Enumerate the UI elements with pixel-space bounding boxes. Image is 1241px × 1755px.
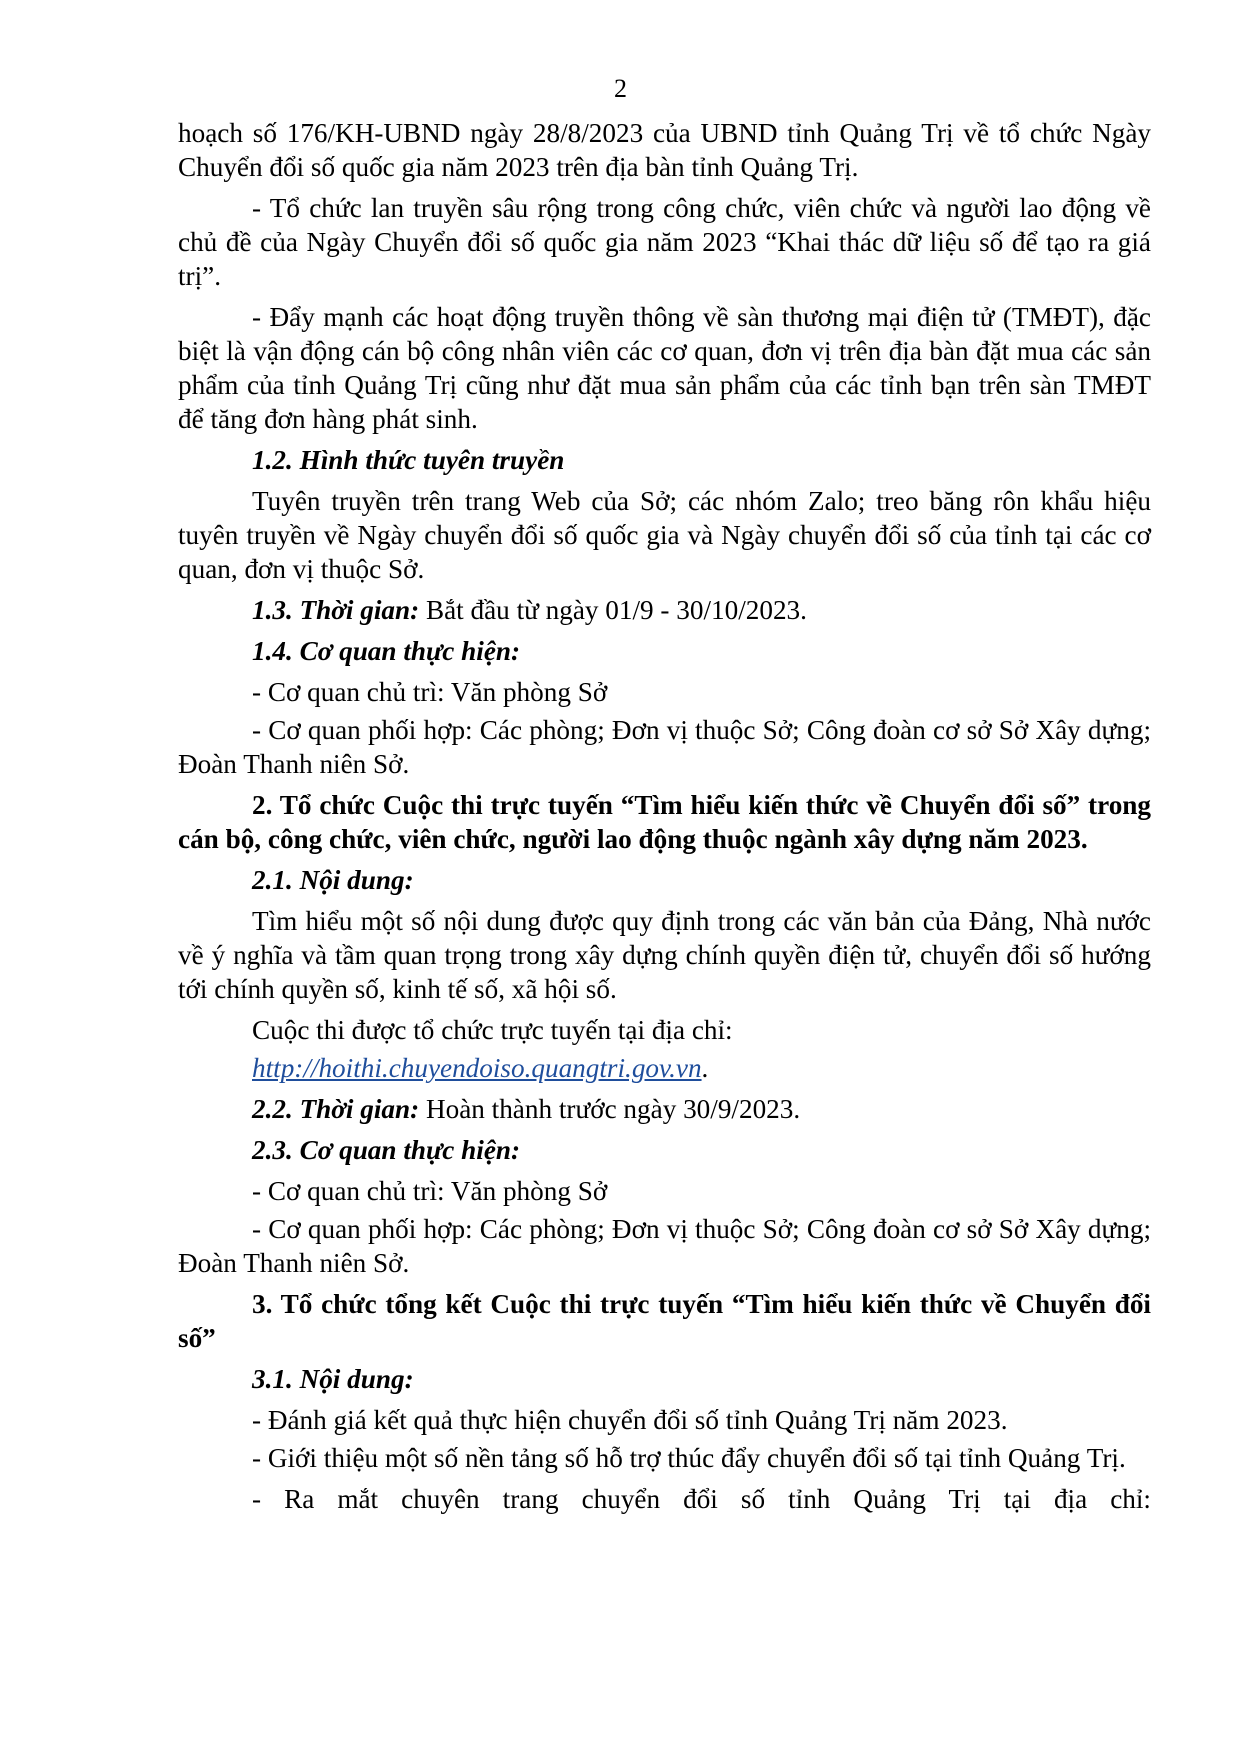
paragraph-3-1-evaluate: - Đánh giá kết quả thực hiện chuyển đổi số tỉnh Quảng Trị năm 2023. [252, 1405, 1008, 1435]
paragraph-3-1-launch: - Ra mắt chuyên trang chuyển đổi số tỉnh Quảng Trị tại địa chỉ: [252, 1484, 1151, 1514]
value-1-3: Bắt đầu từ ngày 01/9 - 30/10/2023. [419, 595, 807, 625]
label-1-3: 1.3. Thời gian: [252, 595, 420, 625]
paragraph-2-1-content: Tìm hiểu một số nội dung được quy định trong các văn bản của Đảng, Nhà nước về ý nghĩa và tầm quan trọng trong xây dựng chính quyền điện tử, chuyển đổi số hướng tới chính quyền số, kinh tế số, xã hội số. [178, 906, 1151, 1004]
paragraph-contest-link [178, 1051, 1151, 1085]
paragraph-1-4-lead: - Cơ quan chủ trì: Văn phòng Sở [252, 677, 608, 707]
paragraph-1-3-time [178, 593, 1151, 627]
paragraph-1-4-coordinate: - Cơ quan phối hợp: Các phòng; Đơn vị thuộc Sở; Công đoàn cơ sở Sở Xây dựng; Đoàn Thanh niên Sở. [178, 715, 1151, 779]
heading-1-2: 1.2. Hình thức tuyên truyền [252, 445, 565, 475]
paragraph-3-1-platforms: - Giới thiệu một số nền tảng số hỗ trợ thúc đẩy chuyển đổi số tại tỉnh Quảng Trị. [252, 1443, 1126, 1473]
heading-1-4: 1.4. Cơ quan thực hiện: [252, 636, 521, 666]
paragraph-propaganda-form: Tuyên truyền trên trang Web của Sở; các nhóm Zalo; treo băng rôn khẩu hiệu tuyên truyền về Ngày chuyển đổi số quốc gia và Ngày chuyển đổi số của tỉnh tại các cơ quan, đơn vị thuộc Sở. [178, 486, 1151, 584]
heading-section-3: 3. Tổ chức tổng kết Cuộc thi trực tuyến “Tìm hiểu kiến thức về Chuyển đổi số” [178, 1289, 1151, 1353]
heading-2-3: 2.3. Cơ quan thực hiện: [252, 1135, 521, 1165]
paragraph-contest-address: Cuộc thi được tổ chức trực tuyến tại địa chỉ: [252, 1015, 733, 1045]
label-2-2: 2.2. Thời gian: [252, 1094, 420, 1124]
paragraph-ecommerce: - Đẩy mạnh các hoạt động truyền thông về sàn thương mại điện tử (TMĐT), đặc biệt là vận động cán bộ công nhân viên các cơ quan, đơn vị trên địa bàn đặt mua các sản phẩm của tỉnh Quảng Trị cũng như đặt mua sản phẩm của các tỉnh bạn trên sàn TMĐT để tăng đơn hàng phát sinh. [178, 302, 1151, 434]
heading-2-1: 2.1. Nội dung: [252, 865, 414, 895]
heading-3-1: 3.1. Nội dung: [252, 1364, 414, 1394]
document-body [178, 116, 1151, 1523]
value-2-2: Hoàn thành trước ngày 30/9/2023. [419, 1094, 801, 1124]
paragraph-2-3-coordinate: - Cơ quan phối hợp: Các phòng; Đơn vị thuộc Sở; Công đoàn cơ sở Sở Xây dựng; Đoàn Thanh niên Sở. [178, 1214, 1151, 1278]
paragraph-spread-theme: - Tổ chức lan truyền sâu rộng trong công chức, viên chức và người lao động về chủ đề của Ngày Chuyển đổi số quốc gia năm 2023 “Khai thác dữ liệu số để tạo ra giá trị”. [178, 193, 1151, 291]
paragraph-2-3-lead: - Cơ quan chủ trì: Văn phòng Sở [252, 1176, 608, 1206]
contest-link[interactable]: http://hoithi.chuyendoiso.quangtri.gov.vn [252, 1053, 702, 1083]
paragraph-2-2-time [178, 1092, 1151, 1126]
link-period: . [701, 1053, 709, 1083]
paragraph-continuation: hoạch số 176/KH-UBND ngày 28/8/2023 của UBND tỉnh Quảng Trị về tổ chức Ngày Chuyển đổi số quốc gia năm 2023 trên địa bàn tỉnh Quảng Trị. [178, 118, 1151, 182]
page-number: 2 [614, 74, 627, 103]
heading-section-2: 2. Tổ chức Cuộc thi trực tuyến “Tìm hiểu kiến thức về Chuyển đổi số” trong cán bộ, công chức, viên chức, người lao động thuộc ngành xây dựng năm 2023. [178, 790, 1151, 854]
